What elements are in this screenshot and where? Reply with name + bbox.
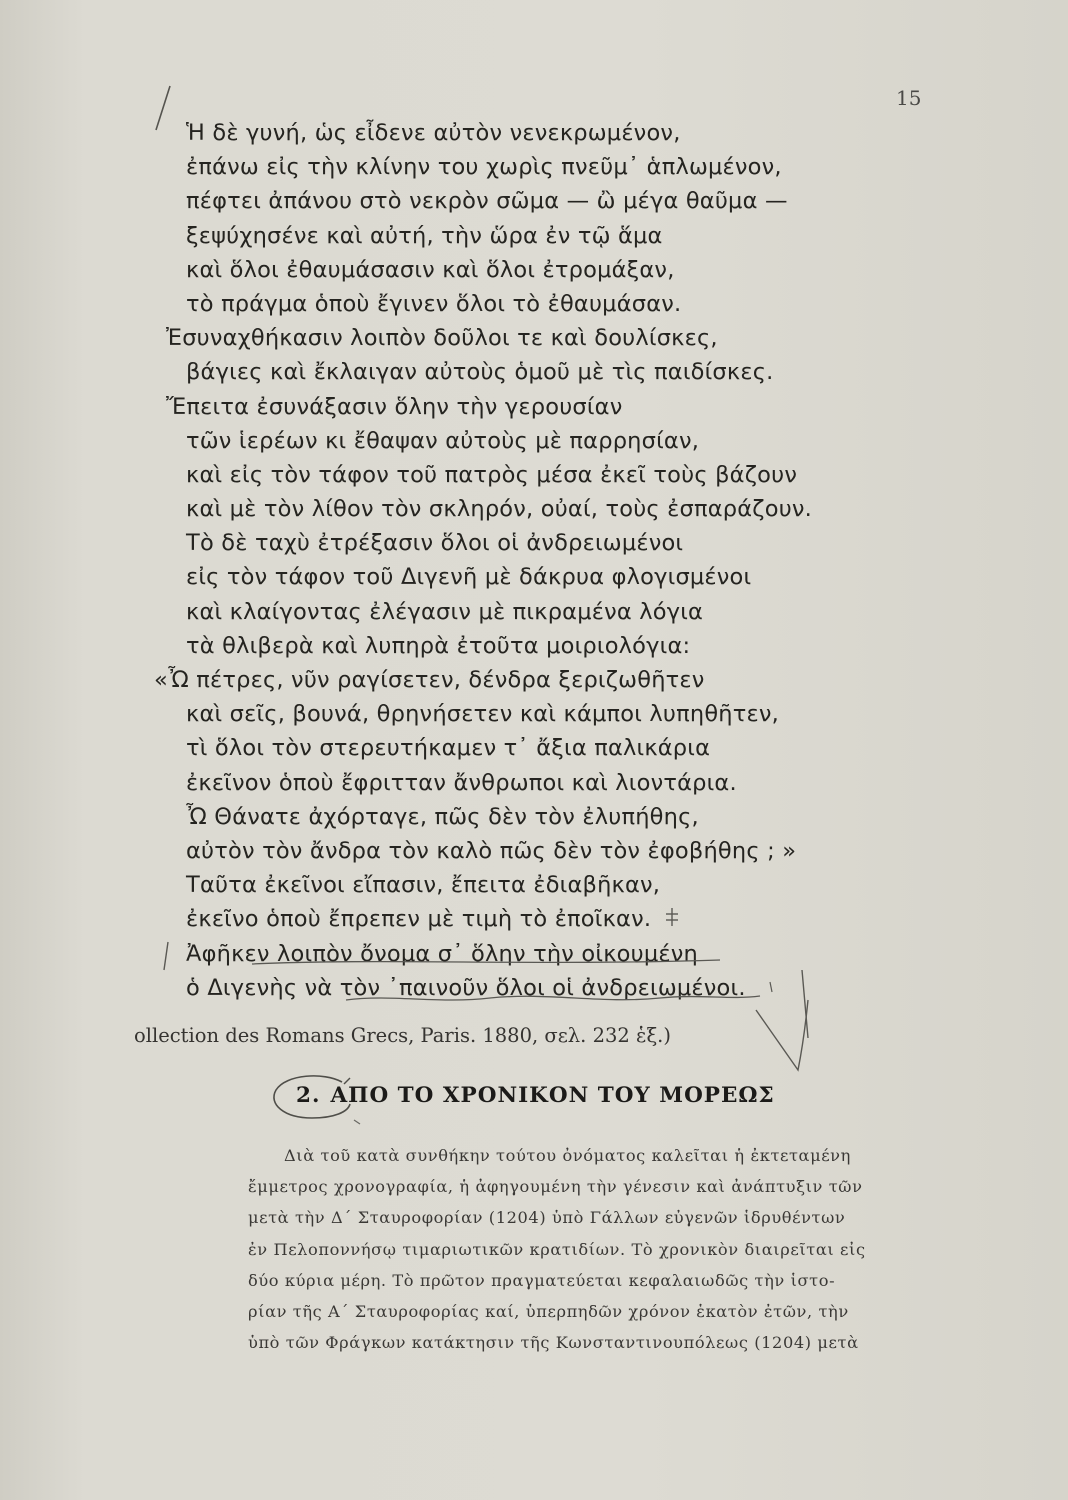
poem-line: Τὸ δὲ ταχὺ ἐτρέξασιν ὅλοι οἱ ἀνδρειωμένοι [186, 530, 684, 557]
poem-line: εἰς τὸν τάφον τοῦ Διγενῆ μὲ δάκρυα φλογισμένοι [186, 564, 752, 591]
intro-paragraph [248, 1140, 938, 1358]
poem-line: καὶ κλαίγοντας ἐλέγασιν μὲ πικραμένα λόγια [186, 598, 704, 625]
intro-line: ρίαν τῆς Α΄ Σταυροφορίας καί, ὑπερπηδῶν χρόνον ἑκατὸν ἐτῶν, τὴν [248, 1301, 849, 1321]
section-title: ΑΠΟ ΤΟ ΧΡΟΝΙΚΟΝ ΤΟΥ ΜΟΡΕΩΣ [330, 1083, 775, 1108]
pencil-check-mark [756, 1000, 808, 1070]
poem-line: Ἐσυναχθήκασιν λοιπὸν δοῦλοι τε καὶ δουλίσκες, [166, 325, 718, 352]
poem-line: Ταῦτα ἐκεῖνοι εἴπασιν, ἔπειτα ἐδιαβῆκαν, [186, 872, 661, 899]
poem-line: αὐτὸν τὸν ἄνδρα τὸν καλὸ πῶς δὲν τὸν ἐφοβήθης ; » [186, 837, 797, 864]
poem-line: καὶ μὲ τὸν λίθον τὸν σκληρόν, οὐαί, τοὺς ἐσπαράζουν. [186, 496, 813, 523]
poem-line: καὶ σεῖς, βουνά, θρηνήσετεν καὶ κάμποι λυπηθῆτεν, [186, 701, 779, 728]
section-heading [296, 1083, 775, 1108]
poem-line: τὰ θλιβερὰ καὶ λυπηρὰ ἐτοῦτα μοιριολόγια: [186, 632, 691, 659]
poem-line: ἐκεῖνον ὁποὺ ἔφριτταν ἄνθρωποι καὶ λιοντάρια. [186, 769, 737, 796]
intro-line: Διὰ τοῦ κατὰ συνθήκην τούτου ὀνόματος καλεῖται ἡ ἐκτεταμένη [284, 1146, 851, 1165]
poem-line: καὶ ὅλοι ἐθαυμάσασιν καὶ ὅλοι ἐτρομάξαν, [186, 256, 675, 283]
intro-line: δύο κύρια μέρη. Τὸ πρῶτον πραγματεύεται κεφαλαιωδῶς τὴν ἱστο- [248, 1270, 836, 1290]
poem-line: ἐπάνω εἰς τὴν κλίνην του χωρὶς πνεῦμ᾿ ἁπλωμένον, [186, 154, 782, 181]
poem-line: Ὦ Θάνατε ἀχόρταγε, πῶς δὲν τὸν ἐλυπήθης, [186, 803, 699, 830]
intro-line: ἔμμετρος χρονογραφία, ἡ ἀφηγουμένη τὴν γένεσιν καὶ ἀνάπτυξιν τῶν [248, 1177, 863, 1197]
intro-line: μετὰ τὴν Δ΄ Σταυροφορίαν (1204) ὑπὸ Γάλλων εὐγενῶν ἱδρυθέντων [248, 1208, 846, 1228]
intro-line: ἐν Πελοποννήσῳ τιμαριωτικῶν κρατιδίων. Τὸ χρονικὸν διαιρεῖται εἰς [248, 1239, 866, 1259]
poem-line: Ἀφῆκεν λοιπὸν ὄνομα σ᾿ ὅλην τὴν οἰκουμένη [186, 940, 698, 967]
poem-line: ἐκεῖνο ὁποὺ ἔπρεπεν μὲ τιμὴ τὸ ἐποῖκαν. [186, 906, 652, 933]
poem-line: βάγιες καὶ ἔκλαιγαν αὐτοὺς ὁμοῦ μὲ τὶς παιδίσκες. [186, 359, 774, 386]
poem-line: τὶ ὅλοι τὸν στερευτήκαμεν τ᾿ ἄξια παλικάρια [186, 735, 711, 762]
page-number: 15 [896, 86, 922, 110]
poem-line: πέφτει ἀπάνου στὸ νεκρὸν σῶμα — ὢ μέγα θαῦμα — [186, 188, 788, 215]
poem-block [154, 116, 886, 1005]
poem-line: τῶν ἱερέων κι ἔθαψαν αὐτοὺς μὲ παρρησίαν, [186, 427, 700, 454]
poem-line: ὁ Διγενὴς νὰ τὸν ᾿παινοῦν ὅλοι οἱ ἀνδρειωμένοι. [186, 974, 746, 1001]
intro-line: ὑπὸ τῶν Φράγκων κατάκτησιν τῆς Κωνσταντινουπόλεως (1204) μετὰ [248, 1333, 859, 1353]
poem-line: ξεψύχησένε καὶ αὐτή, τὴν ὥρα ἐν τῷ ἅμα [186, 222, 663, 249]
poem-line: Ἔπειτα ἐσυνάξασιν ὅλην τὴν γερουσίαν [166, 393, 623, 420]
citation-line: ollection des Romans Grecs, Paris. 1880, σελ. 232 ἑξ.) [134, 1024, 671, 1047]
poem-line: «Ὦ πέτρες, νῦν ραγίσετεν, δένδρα ξεριζωθῆτεν [154, 667, 705, 693]
section-number: 2. [296, 1083, 321, 1108]
poem-line: τὸ πράγμα ὁποὺ ἔγινεν ὅλοι τὸ ἐθαυμάσαν. [186, 290, 682, 317]
poem-line: Ἡ δὲ γυνή, ὡς εἶδενε αὐτὸν νενεκρωμένον, [186, 120, 681, 146]
poem-line: καὶ εἰς τὸν τάφον τοῦ πατρὸς μέσα ἐκεῖ τοὺς βάζουν [186, 461, 798, 488]
